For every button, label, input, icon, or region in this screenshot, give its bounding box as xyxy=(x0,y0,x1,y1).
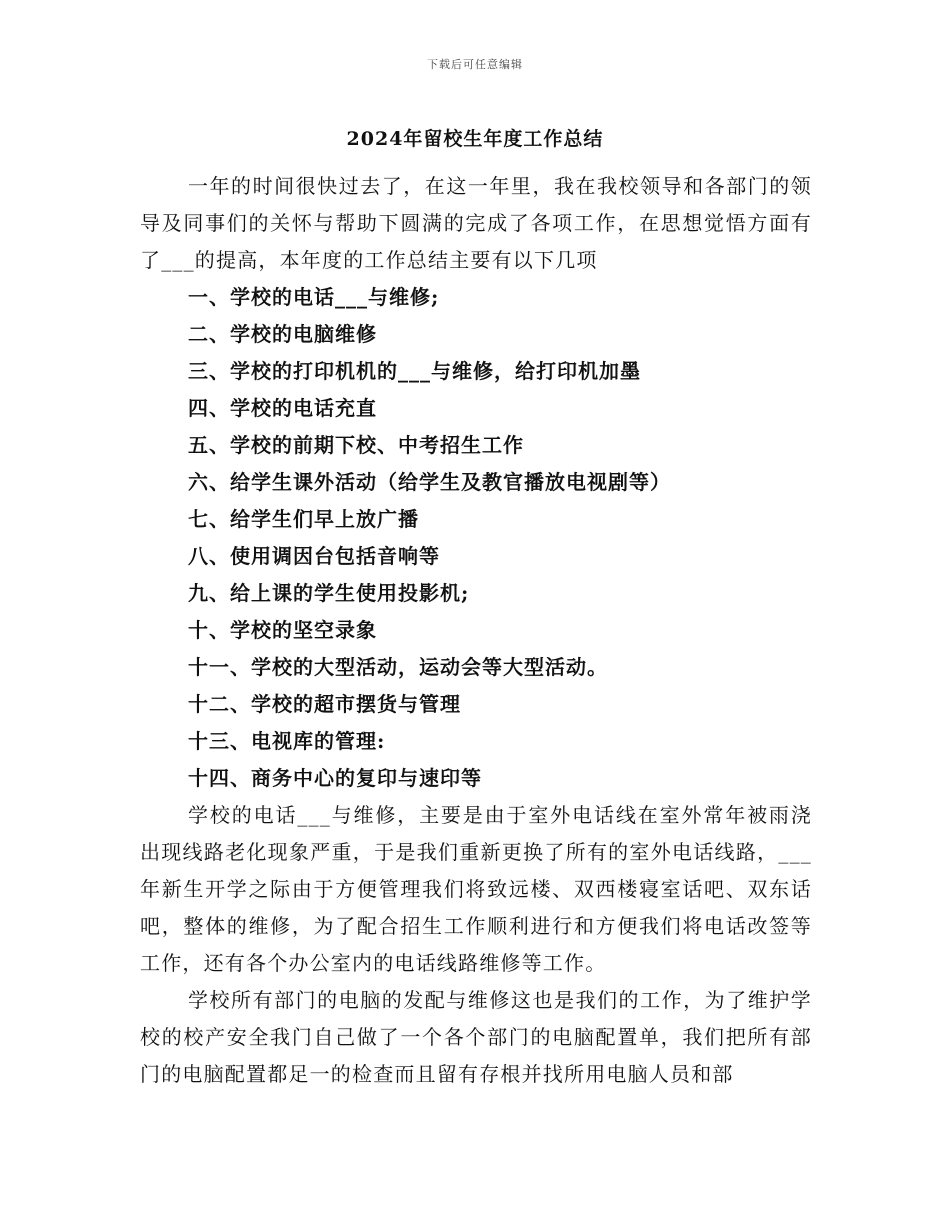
work-item: 十、学校的坚空录象 xyxy=(188,618,377,642)
work-item: 十四、商务中心的复印与速印等 xyxy=(188,766,482,790)
header-note: 下载后可任意编辑 xyxy=(427,58,523,71)
work-item: 四、学校的电话充直 xyxy=(188,396,377,420)
work-item: 十三、电视库的管理: xyxy=(188,729,386,753)
work-items-list xyxy=(140,279,812,797)
work-item: 五、学校的前期下校、中考招生工作 xyxy=(188,433,524,457)
work-item: 二、学校的电脑维修 xyxy=(188,322,377,346)
document-title: 2024年留校生年度工作总结 xyxy=(346,128,604,150)
work-item: 三、学校的打印机机的___与维修，给打印机加墨 xyxy=(188,359,641,383)
work-item: 九、给上课的学生使用投影机; xyxy=(188,581,470,605)
document-body xyxy=(140,168,812,1093)
work-item: 十一、学校的大型活动，运动会等大型活动。 xyxy=(188,655,608,679)
intro-paragraph: 一年的时间很快过去了，在这一年里，我在我校领导和各部门的领导及同事们的关怀与帮助下圆满的完成了各项工作，在思想觉悟方面有了___的提高，本年度的工作总结主要有以下几项 xyxy=(140,174,812,272)
work-item: 十二、学校的超市摆货与管理 xyxy=(188,692,461,716)
work-item: 八、使用调因台包括音响等 xyxy=(188,544,440,568)
work-item: 一、学校的电话___与维修; xyxy=(188,285,440,309)
work-item: 六、给学生课外活动（给学生及教官播放电视剧等） xyxy=(188,470,671,494)
work-item: 七、给学生们早上放广播 xyxy=(188,507,419,531)
computer-maintenance-paragraph: 学校所有部门的电脑的发配与维修这也是我们的工作，为了维护学校的校产安全我门自己做了一个各个部门的电脑配置单，我们把所有部门的电脑配置都足一的检查而且留有存根并找所用电脑人员和部 xyxy=(140,988,812,1086)
phone-maintenance-paragraph: 学校的电话___与维修，主要是由于室外电话线在室外常年被雨浇出现线路老化现象严重，于是我们重新更换了所有的室外电话线路，___年新生开学之际由于方便管理我们将致远楼、双西楼寝室话吧、双东话吧，整体的维修，为了配合招生工作顺利进行和方便我们将电话改签等工作，还有各个办公室内的电话线路维修等工作。 xyxy=(140,803,812,975)
